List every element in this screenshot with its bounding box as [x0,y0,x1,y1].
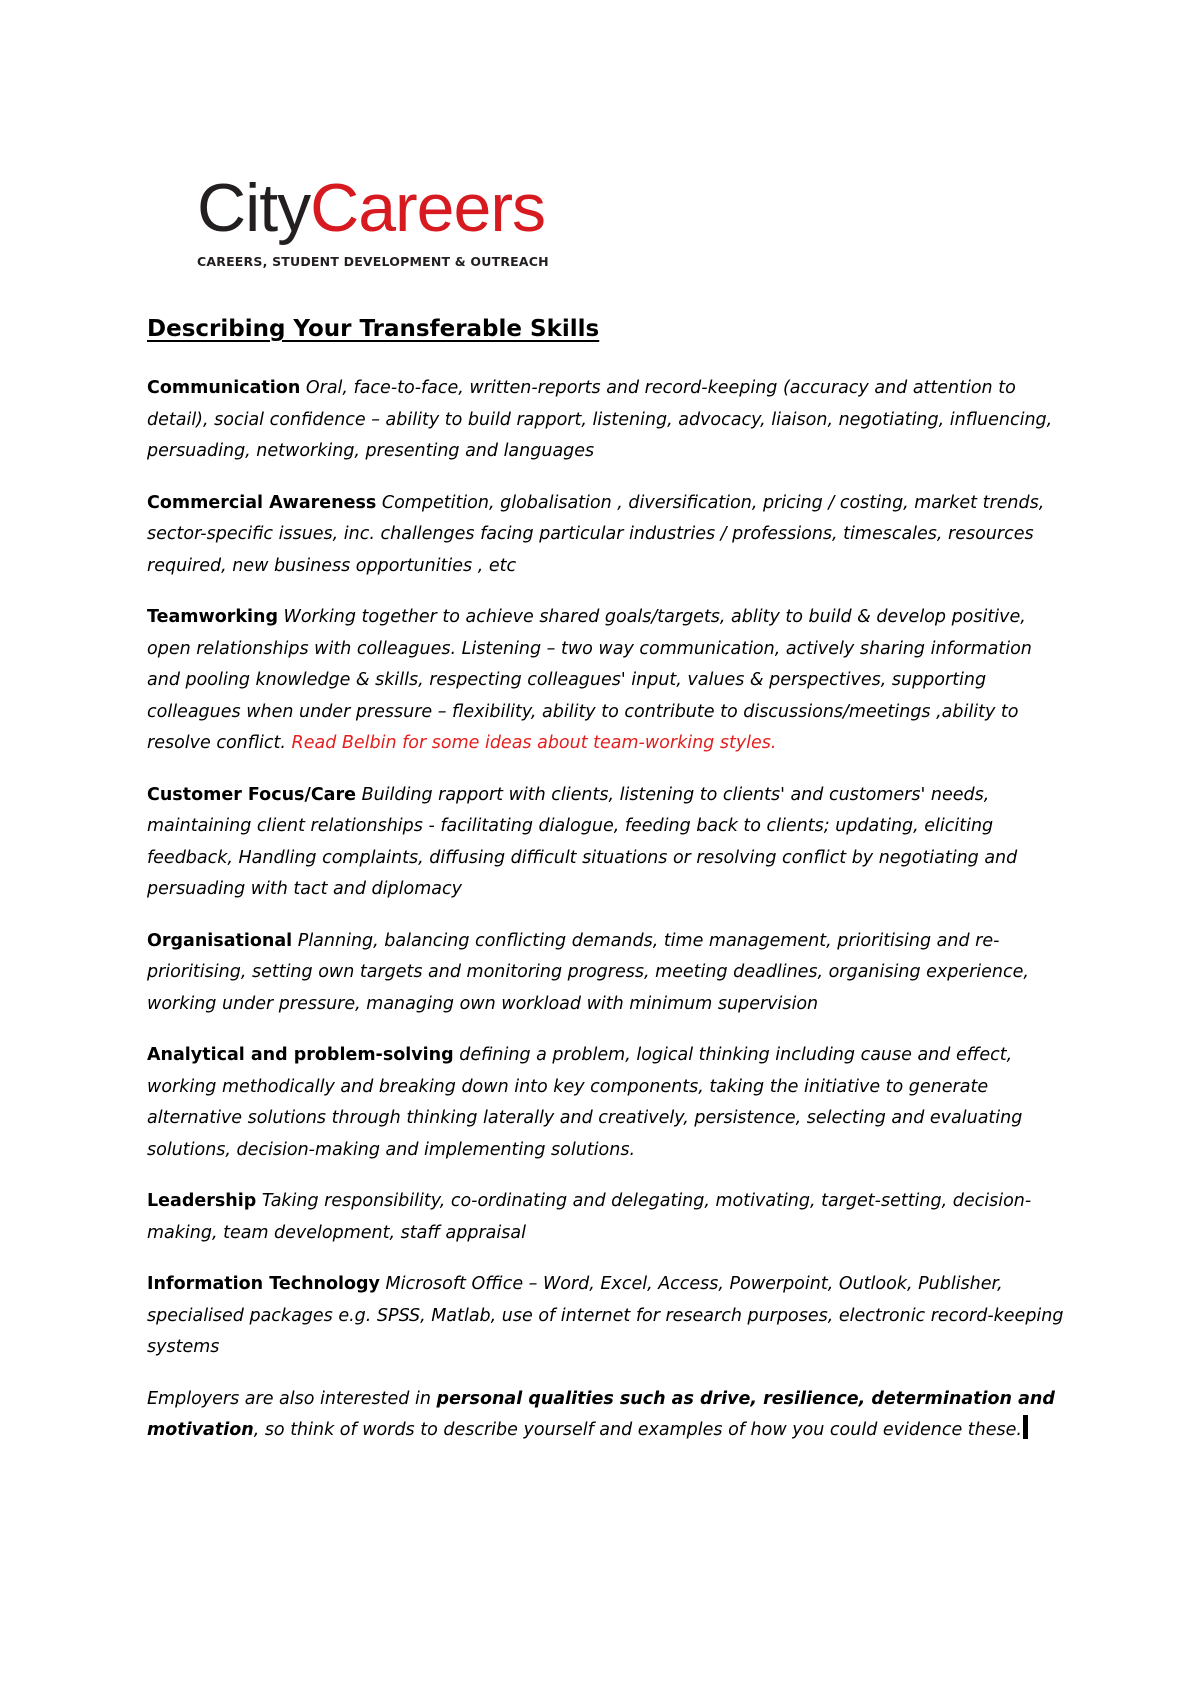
skill-heading: Information Technology [147,1274,380,1294]
skill-description: Taking responsibility, co-ordinating and delegating, motivating, target-setting, decision-making, team development, staff appraisal [147,1191,1032,1243]
closing-paragraph [147,1384,1067,1447]
skill-description: Building rapport with clients, listening to clients' and customers' needs, maintaining client relationships - facilitating dialogue, feeding back to clients; updating, eliciting feedback, Handling complaints, diffusing difficult situations or resolving conflict by negotiating and persuading with tact and diplomacy [147,784,1018,899]
logo-wordmark [197,172,627,244]
belbin-note: Read Belbin for some ideas about team-working styles. [291,733,777,753]
skill-heading: Customer Focus/Care [147,784,356,805]
skill-analytical [147,1040,1067,1166]
skill-leadership [147,1186,1067,1249]
skill-description: Planning, balancing conflicting demands, time management, prioritising and re-prioritising, setting own targets and monitoring progress, meeting deadlines, organising experience, working under pressure, managing own workload with minimum supervision [147,930,1029,1014]
closing-emphasis: personal qualities such as drive, resilience, determination and motivation [147,1388,1055,1440]
skill-heading: Analytical and problem-solving [147,1045,454,1065]
skill-heading: Teamworking [147,607,278,627]
skill-description: Oral, face-to-face, written-reports and record-keeping (accuracy and attention to detail), social confidence – ability to build rapport, listening, advocacy, liaison, negotiating, influencing, persuading, networking, presenting and languages [147,378,1053,461]
skill-heading: Commercial Awareness [147,492,377,513]
skill-communication [147,373,1067,468]
closing-tail: , so think of words to describe yourself and examples of how you could evidence these. [253,1420,1022,1440]
skill-commercial-awareness [147,488,1067,583]
skill-heading: Communication [147,378,301,398]
logo-word-careers: Careers [310,170,545,246]
skills-list [147,373,1067,1447]
logo-word-city: City [197,170,311,246]
skill-description: Competition, globalisation , diversification, pricing / costing, market trends, sector-specific issues, inc. challenges facing particular industries / professions, timescales, resources required, new business opportunities , etc [147,492,1045,576]
document-title: Describing Your Transferable Skills [147,316,600,342]
closing-lead: Employers are also interested in [147,1388,431,1409]
skill-heading: Leadership [147,1191,257,1211]
skill-organisational [147,926,1067,1021]
text-cursor-icon [1023,1415,1028,1439]
logo-subtitle: CAREERS, STUDENT DEVELOPMENT & OUTREACH [197,254,549,269]
city-careers-logo [197,172,627,269]
skill-description: defining a problem, logical thinking including cause and effect, working methodically and breaking down into key components, taking the initiative to generate alternative solutions through thinking laterally and creatively, persistence, selecting and evaluating solutions, decision-making and implementing solutions. [147,1045,1023,1160]
skill-description: Working together to achieve shared goals/targets, ablity to build & develop positive, open relationships with colleagues. Listening – two way communication, actively sharing information and pooling knowledge & skills, respecting colleagues' input, values & perspectives, supporting colleagues when under pressure – flexibility, ability to contribute to discussions/meetings ,ability to resolve conflict. [147,607,1032,753]
skill-customer-focus [147,780,1067,906]
skill-information-technology [147,1269,1067,1364]
skill-description: Microsoft Office – Word, Excel, Access, Powerpoint, Outlook, Publisher, specialised packages e.g. SPSS, Matlab, use of internet for research purposes, electronic record-keeping systems [147,1274,1064,1357]
skill-teamworking [147,602,1067,760]
skill-heading: Organisational [147,930,293,951]
